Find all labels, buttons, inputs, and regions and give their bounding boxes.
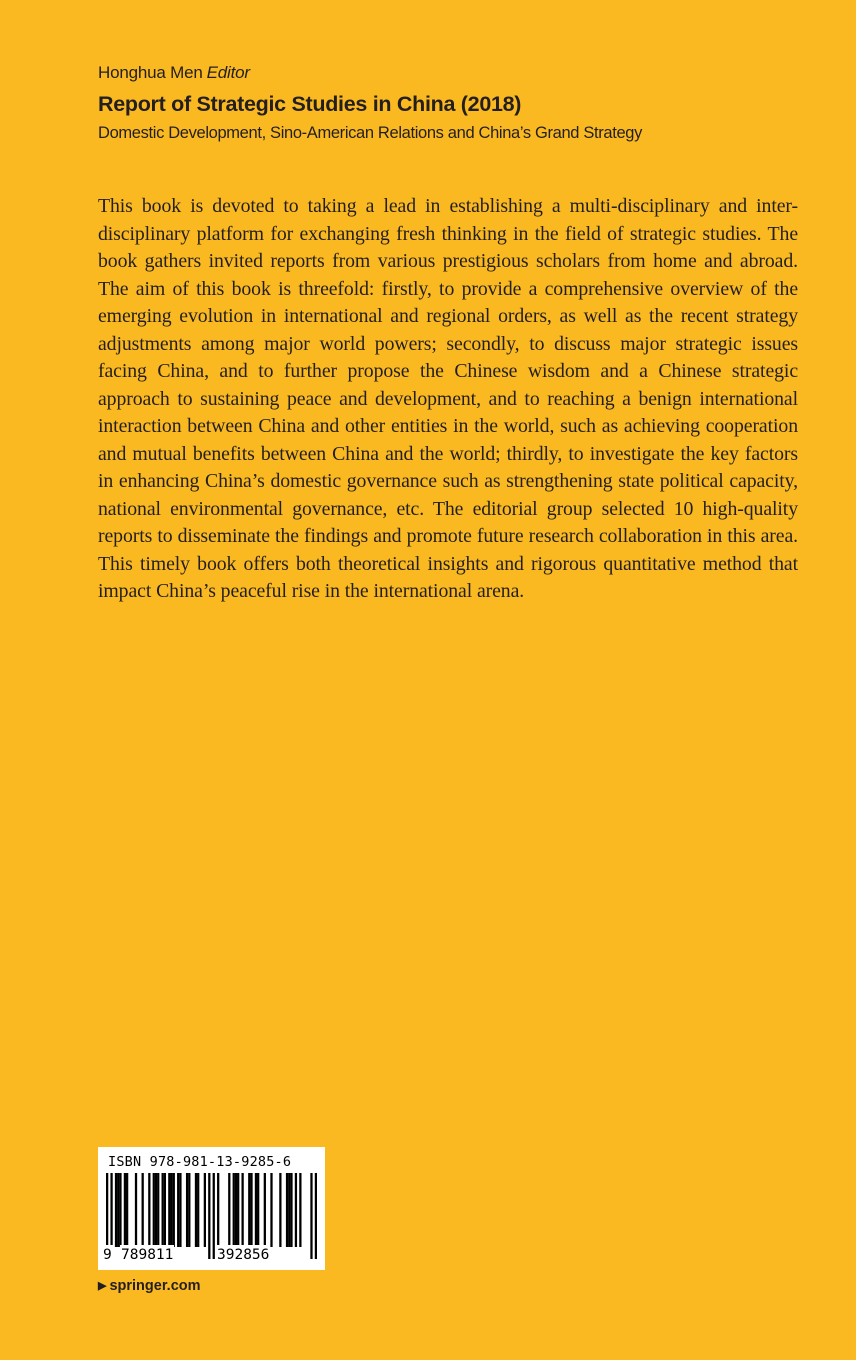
barcode-bar <box>162 1173 164 1247</box>
barcode-bar <box>228 1173 230 1247</box>
barcode-bar <box>135 1173 137 1247</box>
editor-name: Honghua Men <box>98 63 203 82</box>
barcode-bar <box>148 1173 150 1247</box>
book-title: Report of Strategic Studies in China (2018) <box>98 92 522 116</box>
barcode-bar <box>310 1173 312 1259</box>
barcode-bar <box>186 1173 188 1247</box>
isbn-label: ISBN 978-981-13-9285-6 <box>108 1154 292 1170</box>
barcode-bar <box>195 1173 197 1247</box>
barcode-bar <box>264 1173 266 1247</box>
publisher-link[interactable] <box>98 1277 201 1295</box>
barcode-bar <box>233 1173 235 1247</box>
barcode-bar <box>270 1173 272 1247</box>
publisher-url: springer.com <box>109 1278 201 1294</box>
barcode-digits-left: 789811 <box>121 1247 174 1263</box>
barcode-bar <box>288 1173 290 1247</box>
barcode-bar <box>204 1173 206 1247</box>
barcode-bar <box>299 1173 301 1247</box>
barcode-bar <box>179 1173 181 1247</box>
barcode-bar <box>117 1173 119 1247</box>
barcode-bar <box>295 1173 297 1247</box>
barcode-bar <box>155 1173 157 1247</box>
barcode-bar <box>188 1173 190 1247</box>
barcode-bar <box>142 1173 144 1247</box>
isbn-barcode <box>98 1147 325 1270</box>
editor-line <box>98 62 798 84</box>
play-arrow-icon: ▶ <box>98 1280 107 1292</box>
barcode-bar <box>315 1173 317 1259</box>
editor-role: Editor <box>206 63 250 82</box>
barcode-bar <box>170 1173 172 1247</box>
barcode-bar <box>248 1173 250 1247</box>
barcode-bar <box>279 1173 281 1247</box>
barcode-bar <box>237 1173 239 1247</box>
barcode-bar <box>115 1173 117 1247</box>
barcode-bar <box>124 1173 126 1247</box>
barcode-bar <box>164 1173 166 1247</box>
barcode-bar <box>290 1173 292 1247</box>
book-description: This book is devoted to taking a lead in establishing a multi-disciplinary and inter-disciplinary platform for exchanging fresh thinking in the field of strategic studies. The book gathers invited reports from various prestigious scholars from home and abroad. The aim of this book is threefold: firstly, to provide a comprehensive overview of the emerging evolution in international and regional orders, as well as the recent strategy adjustments among major world powers; secondly, to discuss major strategic issues facing China, and to further propose the Chinese wisdom and a Chinese strategic approach to sustaining peace and development, and to reaching a benign international interaction between China and other entities in the world, such as achieving cooperation and mutual benefits between China and the world; thirdly, to investigate the key factors in enhancing China’s domestic governance such as strengthening state political capacity, national environmental governance, etc. The editorial group selected 10 high-quality reports to disseminate the findings and promote future research collaboration in this area. This timely book offers both theoretical insights and rigorous quantitative method that impact China’s peaceful rise in the international arena. <box>98 195 798 602</box>
barcode-bar <box>208 1173 210 1259</box>
barcode-bar <box>177 1173 179 1247</box>
barcode-bar <box>157 1173 159 1247</box>
barcode-bar <box>286 1173 288 1247</box>
cover-header <box>98 62 798 145</box>
barcode-bar <box>119 1173 121 1247</box>
barcode-bar <box>126 1173 128 1247</box>
barcode-digit-first: 9 <box>103 1247 112 1263</box>
barcode-bar <box>197 1173 199 1247</box>
book-subtitle: Domestic Development, Sino-American Relations and China’s Grand Strategy <box>98 124 643 142</box>
barcode-bar <box>217 1173 219 1247</box>
barcode-bar <box>250 1173 252 1247</box>
barcode-bar <box>168 1173 170 1247</box>
barcode-bar <box>153 1173 155 1247</box>
barcode-bar <box>241 1173 243 1247</box>
barcode-bar <box>255 1173 257 1247</box>
barcode-bar <box>257 1173 259 1247</box>
barcode-bar <box>235 1173 237 1247</box>
barcode-bar <box>213 1173 215 1259</box>
barcode-digits-right: 392856 <box>217 1247 270 1263</box>
barcode-bar <box>173 1173 175 1247</box>
